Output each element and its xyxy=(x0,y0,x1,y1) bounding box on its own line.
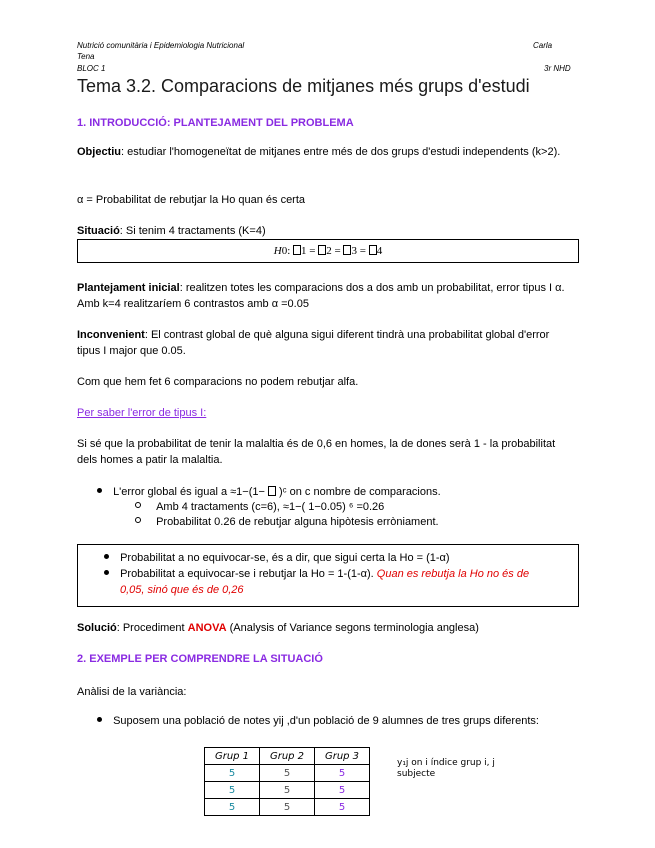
probabilitat-item-2-red-2: 0,05, sinó que és de 0,26 xyxy=(120,584,244,596)
error-global-end: )ᶜ on c nombre de comparacions. xyxy=(279,486,441,498)
bullet-icon xyxy=(104,554,109,559)
hypothesis-box xyxy=(77,239,579,263)
table-note xyxy=(397,758,495,780)
notes-table xyxy=(204,747,370,816)
sub-item-1-text: Amb 4 tractaments (c=6), ≈1−( 1−0.05) ⁶ =0.26 xyxy=(156,501,385,513)
circle-bullet-icon xyxy=(135,502,141,508)
table-note-line-2: subjecte xyxy=(397,769,436,779)
table-cell: 5 xyxy=(315,765,370,782)
solucio-pre: : Procediment xyxy=(116,622,188,634)
table-cell: 5 xyxy=(205,782,260,799)
bullet-icon xyxy=(97,488,102,493)
objectiu-label: Objectiu xyxy=(77,146,122,158)
group-label: 3r NHD xyxy=(544,64,571,73)
course-name: Nutrició comunitària i Epidemiologia Nutricional xyxy=(77,41,245,50)
anova-label: ANOVA xyxy=(187,622,227,634)
error-global-text: L'error global és igual a ≈1−(1− xyxy=(113,486,265,498)
error-global-item xyxy=(97,484,441,500)
page-title: Tema 3.2. Comparacions de mitjanes més grups d'estudi xyxy=(77,76,530,96)
table-header: Grup 1 xyxy=(205,748,260,765)
plantejament-label: Plantejament inicial xyxy=(77,282,180,294)
section-1-heading: 1. INTRODUCCIÓ: PLANTEJAMENT DEL PROBLEMA xyxy=(77,117,354,129)
table-row xyxy=(205,799,370,816)
probabilitat-item-2-red-1: Quan es rebutja la Ho no és de xyxy=(376,568,530,580)
situacio-label: Situació xyxy=(77,225,120,237)
plantejament-paragraph xyxy=(77,280,567,312)
mu-3: 3 = xyxy=(351,245,366,257)
suposem-item xyxy=(97,713,539,729)
analisi-text: Anàlisi de la variància: xyxy=(77,686,187,698)
table-header: Grup 3 xyxy=(315,748,370,765)
section-2-heading: 2. EXEMPLE PER COMPRENDRE LA SITUACIÓ xyxy=(77,653,323,665)
table-row xyxy=(205,765,370,782)
table-cell: 5 xyxy=(315,799,370,816)
table-cell: 5 xyxy=(260,782,315,799)
table-cell: 5 xyxy=(260,765,315,782)
solucio-paragraph xyxy=(77,620,479,636)
table-header: Grup 2 xyxy=(260,748,315,765)
suposem-text: Suposem una població de notes yij ,d'un població de 9 alumnes de tres grups diferents: xyxy=(113,715,539,727)
solucio-post: (Analysis of Variance segons terminologia anglesa) xyxy=(226,622,479,634)
plantejament-text: : realitzen totes les comparacions dos a dos amb un probabilitat, error tipus I α. Amb k=4 realitzaríem 6 contrastos amb α =0.05 xyxy=(77,282,565,310)
situacio-text: : Si tenim 4 tractaments (K=4) xyxy=(119,225,266,237)
error-tipus-link[interactable]: Per saber l'error de tipus I: xyxy=(77,407,207,419)
probabilitat-item-1-text: Probabilitat a no equivocar-se, és a dir, que sigui certa la Ho = (1-α) xyxy=(120,552,450,564)
bloc-label: BLOC 1 xyxy=(77,64,106,73)
inconvenient-text: : El contrast global de què alguna sigui diferent tindrà una probabilitat global d'error tipus I major que 0.05. xyxy=(77,329,550,357)
situacio-paragraph xyxy=(77,223,266,239)
sub-item-2-text: Probabilitat 0.26 de rebutjar alguna hipòtesis erròniament. xyxy=(156,516,439,528)
hypothesis-h: H xyxy=(273,245,282,257)
alpha-glyph-icon xyxy=(268,486,276,496)
circle-bullet-icon xyxy=(135,517,141,523)
mu-glyph-icon xyxy=(293,245,301,255)
solucio-label: Solució xyxy=(77,622,117,634)
objectiu-paragraph xyxy=(77,144,567,160)
table-cell: 5 xyxy=(260,799,315,816)
sub-item-2 xyxy=(135,514,439,530)
table-row xyxy=(205,782,370,799)
hypothesis-zero: 0: xyxy=(281,245,291,257)
bullet-icon xyxy=(104,570,109,575)
probabilitat-box xyxy=(77,544,579,607)
sub-item-1 xyxy=(135,499,384,515)
mu-2: 2 = xyxy=(326,245,341,257)
hypothesis-formula xyxy=(78,240,578,262)
objectiu-text: : estudiar l'homogeneïtat de mitjanes entre més de dos grups d'estudi independents (k>2). xyxy=(121,146,561,158)
bullet-icon xyxy=(97,717,102,722)
mu-glyph-icon xyxy=(369,245,377,255)
mu-4: 4 xyxy=(376,245,383,257)
table-cell: 5 xyxy=(315,782,370,799)
author-last: Tena xyxy=(77,52,95,61)
table-note-line-1: y₁j on i índice grup i, j xyxy=(397,758,495,768)
inconvenient-label: Inconvenient xyxy=(77,329,145,341)
probabilitat-item-1 xyxy=(104,550,450,566)
table-cell: 5 xyxy=(205,765,260,782)
table-cell: 5 xyxy=(205,799,260,816)
probabilitat-item-2 xyxy=(104,566,574,582)
probabilitat-item-2-text: Probabilitat a equivocar-se i rebutjar la Ho = 1-(1-α). xyxy=(120,568,377,580)
table-header-row xyxy=(205,748,370,765)
malaltia-paragraph: Si sé que la probabilitat de tenir la malaltia és de 0,6 en homes, la de dones serà 1 - la probabilitat dels homes a patir la malaltia. xyxy=(77,438,556,466)
alpha-definition: α = Probabilitat de rebutjar la Ho quan és certa xyxy=(77,194,306,206)
com-que-text: Com que hem fet 6 comparacions no podem rebutjar alfa. xyxy=(77,376,359,388)
inconvenient-paragraph xyxy=(77,327,567,359)
author-first: Carla xyxy=(533,41,553,50)
mu-1: 1 = xyxy=(301,245,316,257)
